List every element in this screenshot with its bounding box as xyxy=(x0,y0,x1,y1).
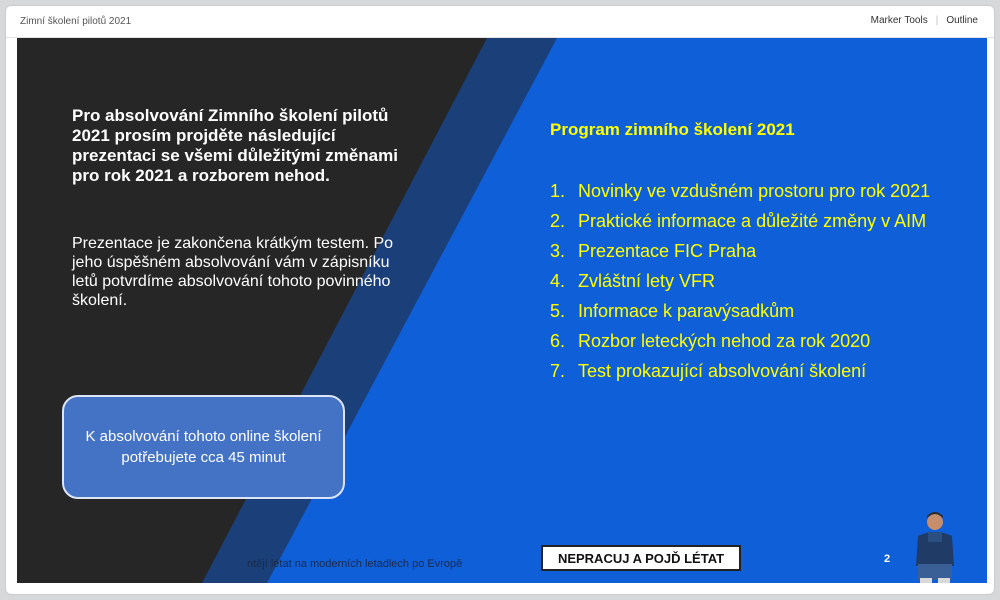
slide-page-number: 2 xyxy=(884,553,891,565)
item-text: Test prokazující absolvování školení xyxy=(578,361,867,381)
list-item xyxy=(550,298,950,324)
item-text: Prezentace FIC Praha xyxy=(578,241,757,261)
outline-button[interactable]: Outline xyxy=(946,15,978,26)
item-number: 7. xyxy=(550,361,566,381)
item-text: Rozbor leteckých nehod za rok 2020 xyxy=(578,331,871,351)
list-item xyxy=(550,358,950,384)
item-text: Praktické informace a důležité změny v AIM xyxy=(578,211,927,231)
marker-tools-button[interactable]: Marker Tools xyxy=(870,15,928,26)
presentation-title: Zimní školení pilotů 2021 xyxy=(20,16,132,27)
item-number: 2. xyxy=(550,211,566,231)
toolbar-separator: | xyxy=(935,15,939,26)
intro-paragraph: Prezentace je zakončena krátkým testem. Po jeho úspěšném absolvování vám v zápisníku letů potvrdíme absolvování tohoto povinného školení. xyxy=(72,235,394,309)
footer-tagline: ntějí létat na moderních letadlech po Evropě xyxy=(247,558,463,570)
item-number: 5. xyxy=(550,301,566,321)
program-title: Program zimního školení 2021 xyxy=(550,120,795,139)
item-number: 1. xyxy=(550,181,566,201)
item-number: 3. xyxy=(550,241,566,261)
duration-note-text: K absolvování tohoto online školení potřebujete cca 45 minut xyxy=(85,428,322,466)
cta-button[interactable] xyxy=(541,545,741,571)
presenter-figure-icon xyxy=(910,508,960,583)
program-list xyxy=(550,178,950,388)
item-text: Novinky ve vzdušném prostoru pro rok 2021 xyxy=(578,181,931,201)
slide[interactable] xyxy=(17,38,987,583)
list-item xyxy=(550,238,950,264)
intro-heading: Pro absolvování Zimního školení pilotů 2021 prosím projděte následující prezentaci se všemi důležitými změnami pro rok 2021 a rozborem nehod. xyxy=(72,106,398,185)
toolbar xyxy=(871,15,978,26)
list-item xyxy=(550,208,950,234)
list-item xyxy=(550,328,950,354)
item-number: 6. xyxy=(550,331,566,351)
item-text: Informace k paravýsadkům xyxy=(578,301,795,321)
list-item xyxy=(550,268,950,294)
top-bar xyxy=(6,6,994,38)
list-item xyxy=(550,178,950,204)
duration-note-box xyxy=(62,395,345,499)
cta-label: NEPRACUJ A POJĎ LÉTAT xyxy=(557,550,725,566)
item-number: 4. xyxy=(550,271,566,291)
item-text: Zvláštní lety VFR xyxy=(578,271,716,291)
presentation-viewer xyxy=(5,5,995,595)
